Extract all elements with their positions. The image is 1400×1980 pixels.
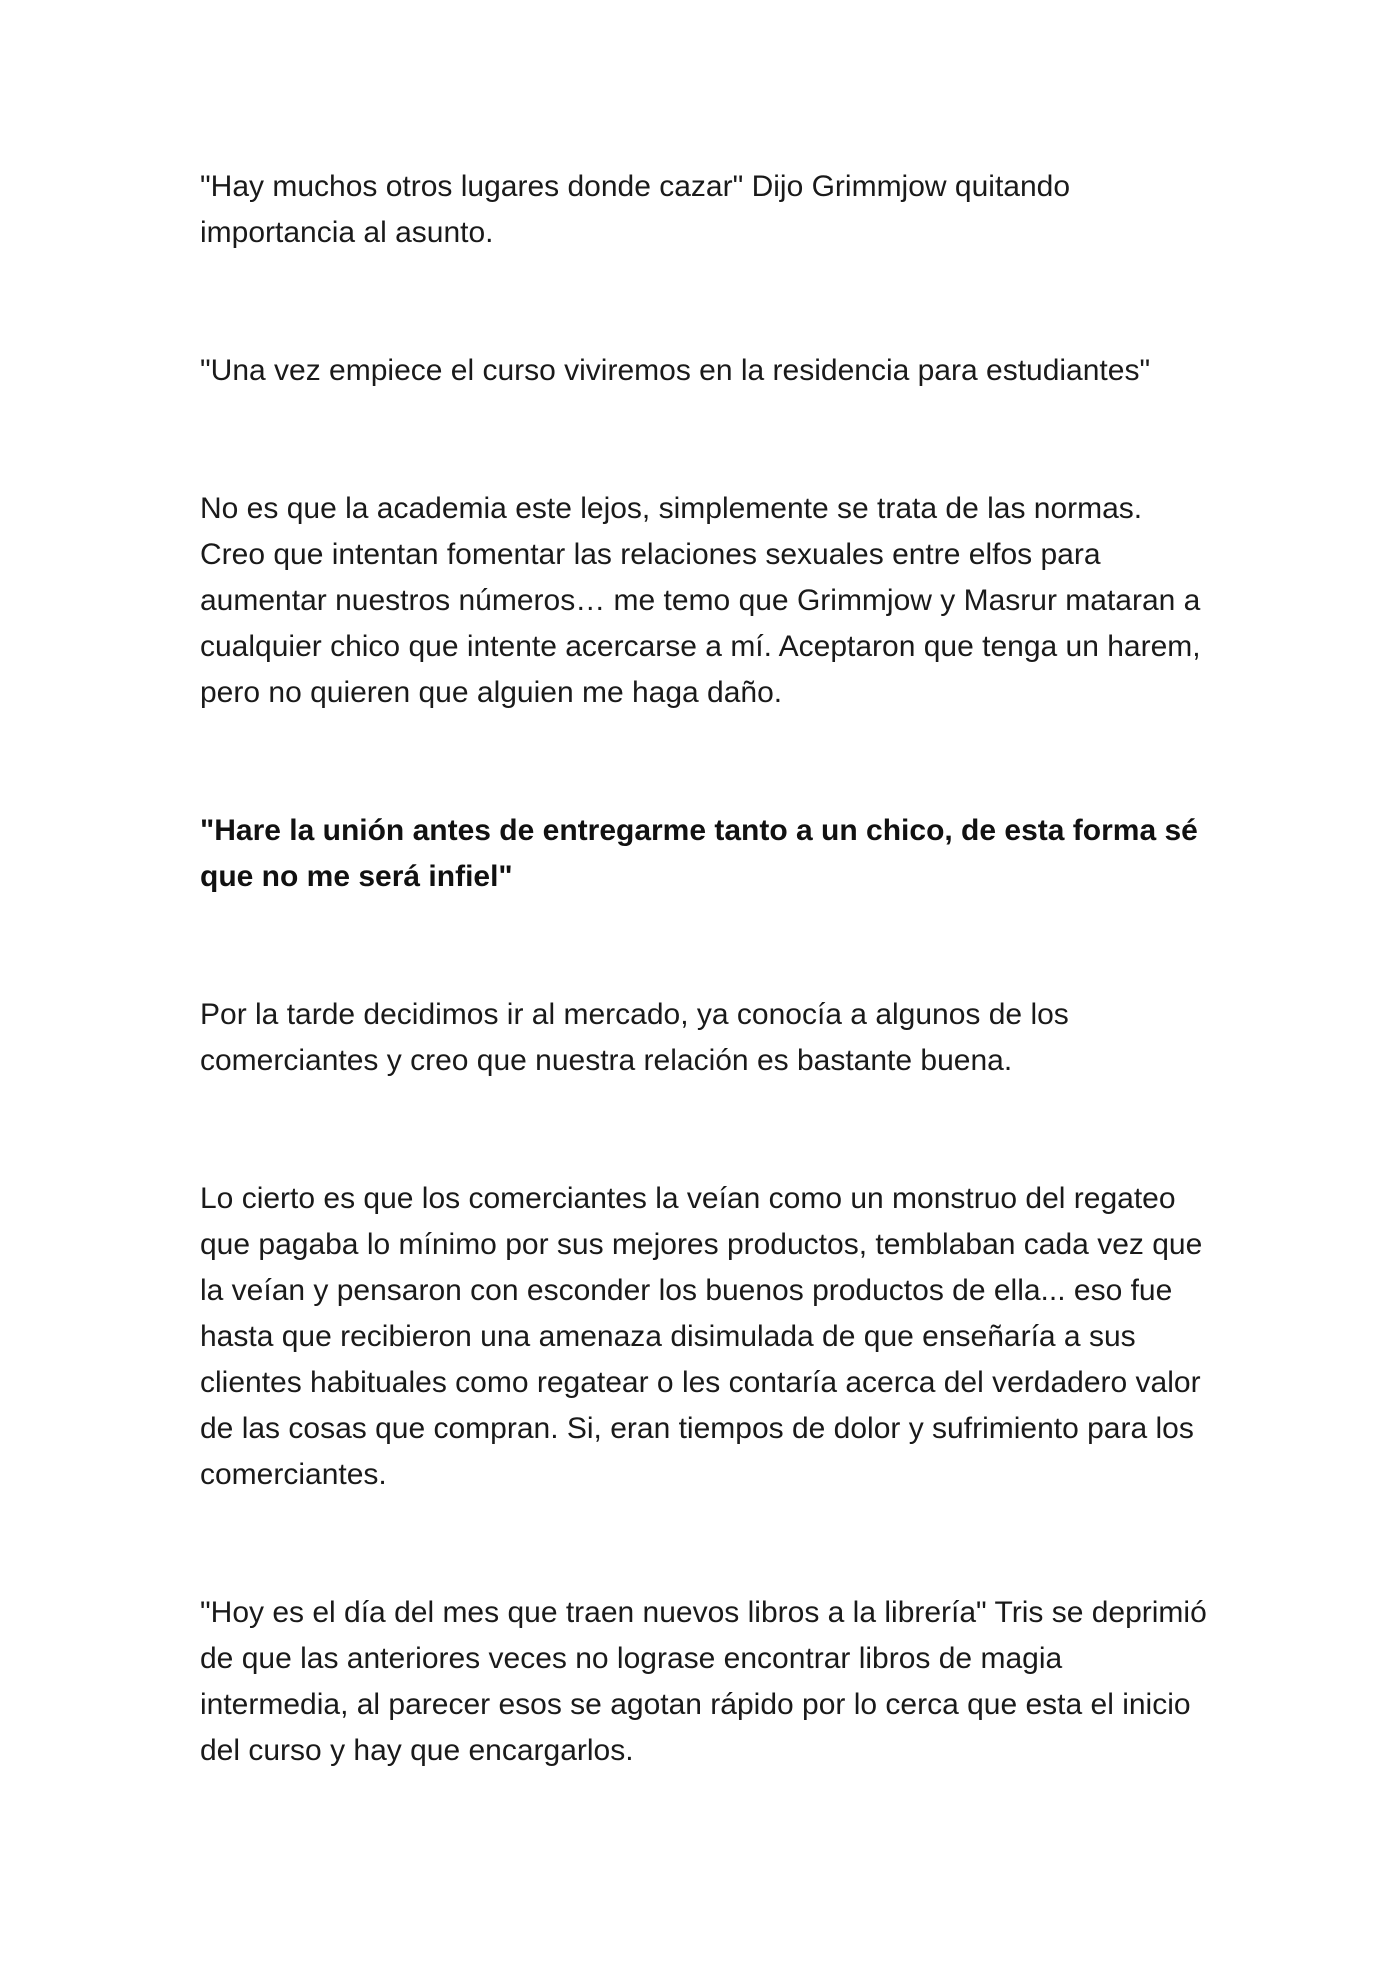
document-body <box>200 164 1210 1866</box>
paragraph-4-bold: "Hare la unión antes de entregarme tanto a un chico, de esta forma sé que no me será infiel" <box>200 814 1198 893</box>
paragraph-5: Por la tarde decidimos ir al mercado, ya conocía a algunos de los comerciantes y creo que nuestra relación es bastante buena. <box>200 998 1069 1077</box>
paragraph-3: No es que la academia este lejos, simplemente se trata de las normas. Creo que intentan fomentar las relaciones sexuales entre elfos para aumentar nuestros números… me temo que Grimmjow y Masrur mataran a cualquier chico que intente acercarse a mí. Aceptaron que tenga un harem, pero no quieren que alguien me haga daño. <box>200 492 1201 709</box>
paragraph-7: "Hoy es el día del mes que traen nuevos libros a la librería" Tris se deprimió de que las anteriores veces no lograse encontrar libros de magia intermedia, al parecer esos se agotan rápido por lo cerca que esta el inicio del curso y hay que encargarlos. <box>200 1596 1207 1767</box>
paragraph-1: "Hay muchos otros lugares donde cazar" Dijo Grimmjow quitando importancia al asunto. <box>200 170 1071 249</box>
paragraph-2: "Una vez empiece el curso viviremos en la residencia para estudiantes" <box>200 354 1151 387</box>
paragraph-6: Lo cierto es que los comerciantes la veían como un monstruo del regateo que pagaba lo mínimo por sus mejores productos, temblaban cada vez que la veían y pensaron con esconder los buenos productos de ella... eso fue hasta que recibieron una amenaza disimulada de que enseñaría a sus clientes habituales como regatear o les contaría acerca del verdadero valor de las cosas que compran. Si, eran tiempos de dolor y sufrimiento para los comerciantes. <box>200 1182 1203 1491</box>
